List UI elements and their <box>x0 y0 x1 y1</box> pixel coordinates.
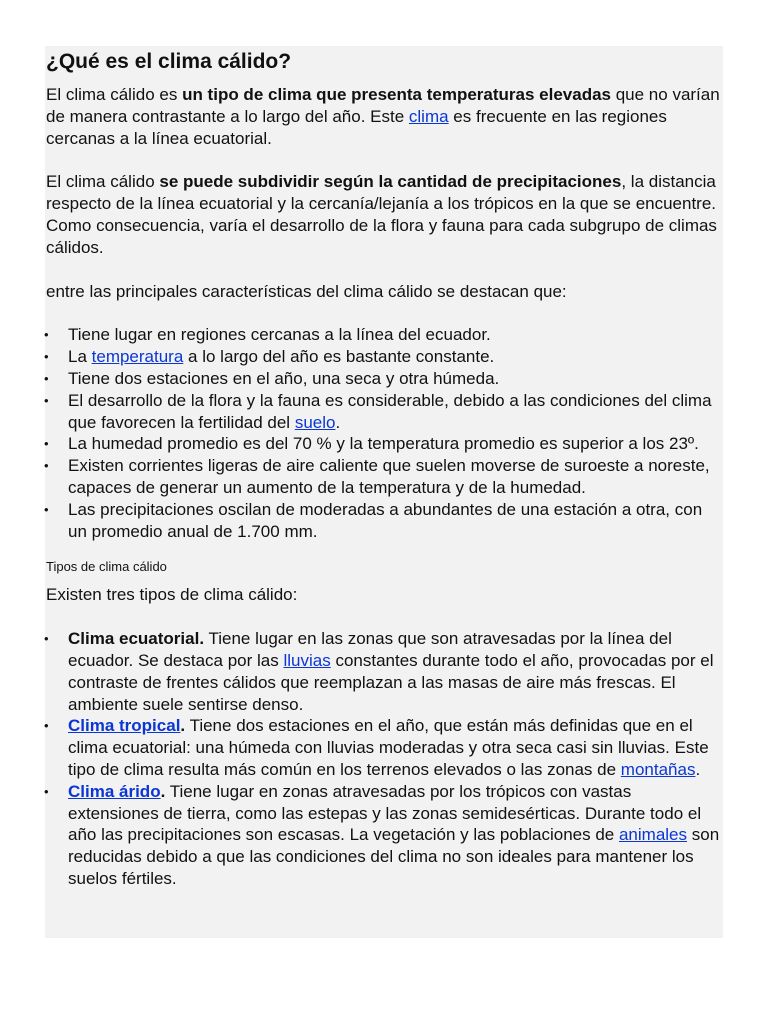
arido-text-2: son reducidas debido a que las condiciones del clima no son ideales para mantener los suelos fértiles. <box>68 825 720 888</box>
list-item: • Existen corrientes ligeras de aire caliente que suelen moverse de suroeste a noreste, capaces de generar un aumento de la temperatura y de la humedad. <box>46 455 722 499</box>
list-item: • Tiene dos estaciones en el año, una seca y otra húmeda. <box>46 368 722 390</box>
clima-link[interactable]: clima <box>408 106 449 126</box>
montanas-link[interactable]: montañas <box>620 759 696 779</box>
feature-4-text-2: . <box>335 412 341 432</box>
tropical-text-1: Tiene dos estaciones en el año, que están más definidas que en el clima ecuatorial: una húmeda con lluvias moderadas y otra seca casi sin lluvias. Este tipo de clima resulta más común en los terrenos elevados o las zonas de <box>68 716 709 779</box>
list-item <box>46 390 722 434</box>
types-heading: Tipos de clima cálido <box>46 559 167 575</box>
arido-dot: . <box>160 781 166 801</box>
suelo-link[interactable]: suelo <box>294 412 336 432</box>
intro-text-3: es frecuente en las regiones cercanas a la línea ecuatorial. <box>46 106 667 148</box>
spacer <box>46 149 722 171</box>
feature-4-text-1: El desarrollo de la flora y la fauna es considerable, debido a las condiciones del clima que favorecen la fertilidad del <box>68 390 712 432</box>
features-list <box>46 324 722 542</box>
page-title: ¿Qué es el clima cálido? <box>46 50 292 73</box>
feature-2-text-2: a lo largo del año es bastante constante. <box>183 347 495 367</box>
spacer <box>46 606 722 628</box>
list-item <box>46 628 722 715</box>
intro-text-1: El clima cálido es <box>46 85 183 104</box>
tropical-dot: . <box>180 716 186 736</box>
subdiv-text-2: , la distancia respecto de la línea ecuatorial y la cercanía/lejanía a los trópicos en la que se encuentre. Como consecuencia, varía el desarrollo de la flora y fauna para cada subgrupo de climas cálidos. <box>46 172 717 257</box>
types-intro: Existen tres tipos de clima cálido: <box>46 585 298 605</box>
list-item <box>46 346 722 368</box>
intro-text-2: que no varían de manera contrastante a lo largo del año. Este <box>46 85 720 126</box>
feature-2-text-1: La <box>68 347 92 367</box>
intro-bold: un tipo de clima que presenta temperaturas elevadas <box>182 85 611 104</box>
features-intro: entre las principales características del clima cálido se destacan que: <box>46 281 567 301</box>
list-item: • Las precipitaciones oscilan de moderadas a abundantes de una estación a otra, con un promedio anual de 1.700 mm. <box>46 499 722 543</box>
ecuatorial-text-2: constantes durante todo el año, provocadas por el contraste de frentes cálidos que reemplazan a las masas de aire más frescas. El ambiente suele sentirse denso. <box>68 650 714 714</box>
article-content <box>46 48 722 890</box>
subdiv-text-1: El clima cálido <box>46 172 160 192</box>
ecuatorial-text-1: Tiene lugar en las zonas que son atravesadas por la línea del ecuador. Se destaca por las <box>68 629 672 670</box>
tropical-text-2: . <box>695 759 701 779</box>
spacer <box>46 259 722 281</box>
list-item: • Tiene lugar en regiones cercanas a la línea del ecuador. <box>46 324 722 346</box>
list-item <box>46 781 722 890</box>
types-list <box>46 628 722 890</box>
temperatura-link[interactable]: temperatura <box>91 347 184 367</box>
arido-text-1: Tiene lugar en zonas atravesadas por los trópicos con vastas extensiones de tierra, como las estepas y las zonas semidesérticas. Durante todo el año las precipitaciones son escasas. La vegetación y las poblaciones de <box>68 781 702 845</box>
subdiv-bold: se puede subdividir según la cantidad de precipitaciones <box>159 172 622 192</box>
clima-arido-link[interactable]: Clima árido <box>68 781 161 801</box>
animales-link[interactable]: animales <box>618 825 688 845</box>
subdivision-paragraph <box>46 171 722 258</box>
list-item: • La humedad promedio es del 70 % y la temperatura promedio es superior a los 23º. <box>46 433 722 455</box>
lluvias-link[interactable]: lluvias <box>283 650 331 670</box>
list-item <box>46 715 722 780</box>
clima-tropical-link[interactable]: Clima tropical <box>68 716 181 736</box>
intro-paragraph <box>46 84 722 149</box>
clima-ecuatorial-title: Clima ecuatorial. <box>68 629 205 649</box>
spacer <box>46 302 722 324</box>
